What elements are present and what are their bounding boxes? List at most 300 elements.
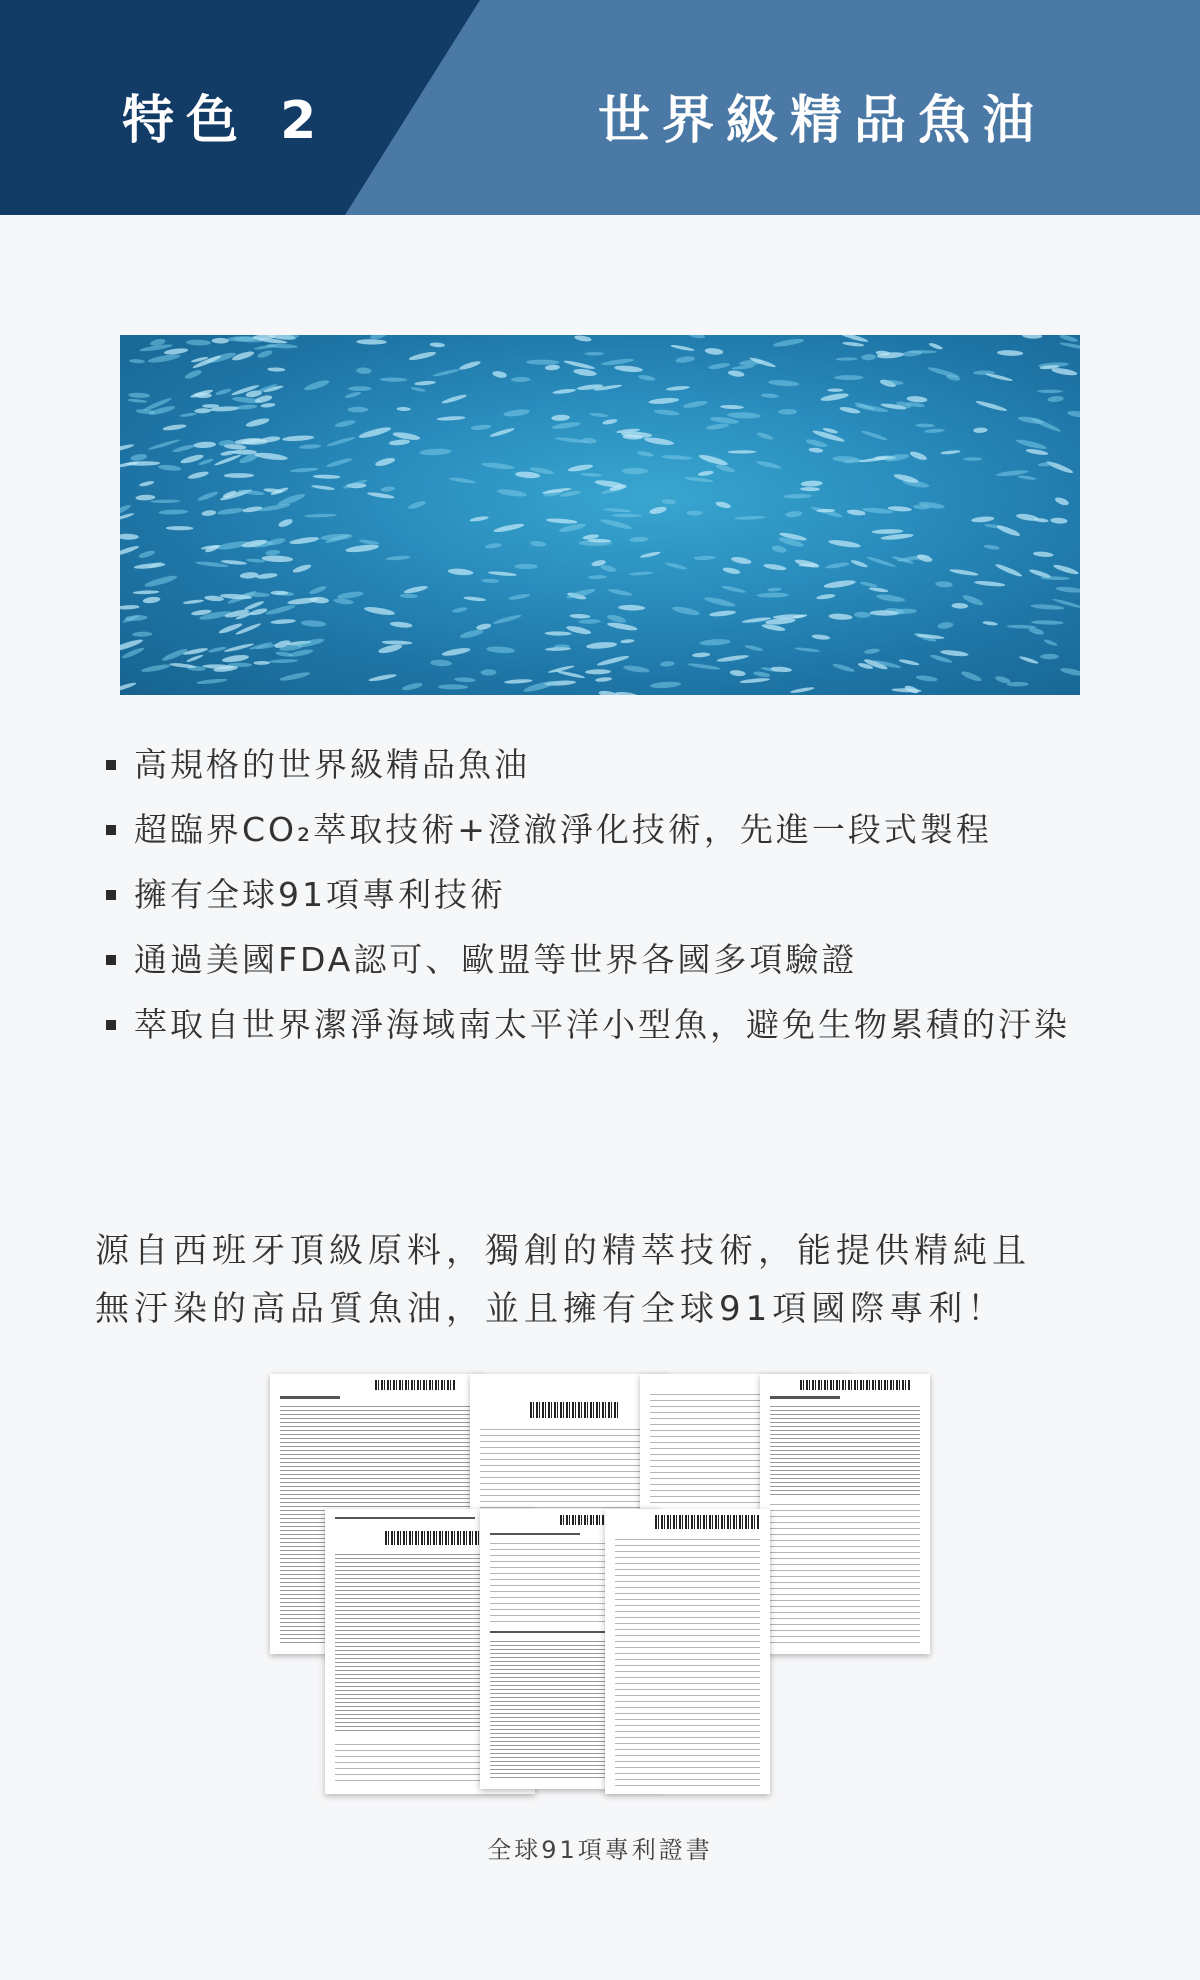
fish-shape [202, 404, 219, 408]
fish-shape [386, 555, 411, 561]
fish-shape [699, 638, 731, 646]
fish-shape [158, 509, 188, 515]
fish-shape [825, 561, 850, 569]
fish-shape [551, 414, 570, 421]
fish-shape [158, 464, 182, 472]
fish-shape [708, 362, 730, 370]
fish-shape [249, 607, 268, 616]
fish-shape [638, 374, 656, 382]
fish-shape [257, 349, 274, 359]
patent-certificates-collage [270, 1374, 930, 1794]
fish-shape [270, 619, 296, 625]
fish-shape [214, 454, 242, 467]
fish-shape [1047, 395, 1064, 402]
fish-shape [254, 451, 288, 461]
fish-shape [675, 355, 695, 364]
fish-shape [545, 631, 572, 636]
fish-shape [438, 684, 468, 689]
fish-shape [730, 669, 746, 677]
fish-shape [842, 341, 864, 347]
fish-shape [374, 456, 395, 467]
fish-shape [694, 555, 716, 560]
fish-shape [623, 664, 650, 673]
fish-shape [854, 612, 871, 618]
fish-shape [785, 510, 802, 518]
fish-shape [861, 430, 888, 442]
fish-shape [223, 642, 254, 653]
fish-shape [367, 491, 395, 499]
fish-shape [194, 408, 211, 413]
fish-shape [430, 659, 452, 667]
fish-shape [382, 640, 413, 645]
fish-shape [493, 522, 525, 533]
fish-shape [1030, 604, 1064, 611]
bullet-icon [106, 825, 116, 835]
fish-shape [334, 419, 356, 429]
fish-shape [761, 393, 779, 399]
fish-shape [698, 453, 728, 467]
fish-shape [1067, 410, 1080, 419]
fish-shape [459, 628, 484, 640]
fish-shape [709, 610, 736, 618]
bullet-icon [106, 955, 116, 965]
fish-shape [861, 354, 876, 361]
fish-shape [208, 646, 227, 654]
fish-shape [1033, 551, 1054, 558]
fish-shape [180, 412, 197, 418]
fish-shape [245, 417, 270, 429]
fish-shape [734, 515, 766, 520]
bullet-icon [106, 1020, 116, 1030]
feature-list [104, 745, 1070, 1070]
fish-shape [380, 377, 407, 382]
fish-shape [132, 631, 152, 637]
fish-shape [172, 443, 197, 453]
fish-shape [492, 613, 522, 625]
patent-document [760, 1374, 930, 1654]
fish-shape [126, 461, 160, 466]
fish-shape [839, 335, 869, 343]
fish-shape [596, 654, 629, 667]
fish-shape [828, 539, 861, 549]
fish-shape [320, 533, 352, 541]
fish-shape [650, 681, 682, 689]
fish-shape [224, 473, 255, 478]
fish-shape [308, 585, 327, 596]
fish-shape [476, 623, 492, 631]
fish-shape [432, 368, 460, 378]
fish-shape [687, 662, 720, 670]
fish-shape [1019, 655, 1039, 665]
fish-shape [778, 409, 797, 415]
fish-shape [1025, 448, 1048, 456]
fish-shape [266, 343, 298, 348]
fish-shape [481, 579, 499, 584]
fish-shape [716, 654, 749, 663]
fish-shape [292, 563, 312, 574]
fish-shape [150, 499, 180, 503]
feature-item [104, 940, 1070, 1005]
fish-shape [720, 405, 744, 410]
fish-shape [463, 596, 486, 602]
fish-shape [120, 533, 139, 540]
feature-text: 擁有全球91項專利技術 [134, 875, 506, 914]
fish-shape [563, 359, 595, 370]
fish-shape [940, 450, 960, 455]
fish-shape [621, 468, 648, 474]
fish-shape [120, 605, 140, 610]
fish-shape [756, 460, 782, 470]
fish-shape [704, 347, 723, 355]
section-header [0, 0, 1200, 215]
fish-shape [492, 370, 507, 379]
fish-shape [184, 368, 203, 380]
fish-shape [197, 490, 219, 502]
fish-shape [595, 677, 612, 683]
fish-shape [951, 603, 968, 609]
fish-shape [872, 529, 904, 534]
intro-line: 無汙染的高品質魚油，並且擁有全球91項國際專利！ [95, 1289, 1007, 1329]
fish-shape [753, 671, 771, 678]
fish-shape [615, 691, 638, 695]
fish-shape [408, 350, 436, 361]
fish-shape [783, 494, 812, 499]
fish-shape [800, 487, 820, 491]
fish-shape [313, 474, 341, 479]
fish-shape [546, 518, 578, 525]
fish-shape [120, 443, 135, 454]
fish-shape [515, 471, 541, 479]
fish-shape [120, 512, 135, 521]
fish-shape [356, 367, 372, 374]
fish-shape [790, 686, 815, 694]
fish-shape [1050, 517, 1067, 524]
fish-shape [640, 551, 661, 559]
fish-shape [130, 453, 148, 462]
fish-shape [138, 549, 156, 559]
fish-shape [489, 427, 515, 438]
feature-item [104, 875, 1070, 940]
fish-shape [864, 648, 880, 655]
fish-shape [706, 423, 729, 431]
fish-shape [832, 662, 855, 673]
fish-shape [1054, 496, 1070, 507]
fish-shape [570, 614, 591, 619]
fish-shape [486, 646, 515, 654]
fish-shape [949, 568, 979, 577]
fish-shape [253, 661, 270, 665]
fish-shape [1030, 416, 1062, 433]
fish-shape [1015, 438, 1047, 451]
fish-shape [698, 470, 714, 477]
fish-shape [649, 505, 668, 515]
fish-shape [1022, 335, 1043, 339]
fish-shape [963, 457, 982, 460]
fish-shape [704, 596, 736, 609]
feature-text: 萃取自世界潔淨海域南太平洋小型魚，避免生物累積的汙染 [134, 1005, 1070, 1044]
fish-shape [231, 350, 255, 362]
fish-shape [975, 399, 1008, 412]
fish-shape [260, 402, 275, 408]
fish-shape [514, 564, 538, 569]
fish-shape [820, 392, 849, 402]
fish-shape [924, 428, 945, 433]
fish-shape [299, 444, 321, 450]
fish-shape [607, 621, 638, 632]
fish-shape [612, 514, 642, 518]
fish-shape [139, 480, 155, 487]
fish-shape [763, 563, 787, 571]
fish-shape [805, 438, 828, 449]
fish-shape [368, 673, 397, 682]
bullet-icon [106, 890, 116, 900]
fish-shape [169, 662, 196, 669]
fish-shape [731, 556, 752, 566]
fish-shape [916, 553, 933, 563]
fish-shape [558, 522, 586, 534]
fish-shape [166, 526, 194, 530]
fish-shape [497, 488, 528, 498]
fish-shape [212, 338, 229, 344]
fish-shape [567, 463, 593, 473]
fish-shape [581, 472, 602, 477]
fish-shape [378, 643, 403, 655]
fish-shape [771, 544, 787, 553]
fish-shape [915, 424, 934, 428]
fish-shape [488, 571, 517, 577]
fish-shape [337, 590, 364, 600]
fish-shape [727, 412, 761, 419]
fish-shape [400, 593, 418, 598]
fish-shape [578, 619, 601, 624]
fish-shape [134, 562, 166, 570]
fish-shape [401, 682, 423, 692]
fish-shape [530, 540, 546, 547]
fish-shape [196, 678, 228, 685]
fish-shape [866, 555, 896, 568]
intro-line: 源自西班牙頂級原料，獨創的精萃技術，能提供精純且 [95, 1231, 1031, 1271]
fish-shape [584, 352, 604, 356]
fish-shape [390, 621, 413, 628]
fish-shape [551, 421, 581, 430]
fish-shape [1059, 335, 1079, 343]
fish-shape [974, 580, 1006, 587]
bullet-icon [106, 760, 116, 770]
fish-shape [600, 564, 617, 573]
fish-shape [832, 456, 859, 463]
fish-shape [880, 533, 914, 541]
fish-shape [620, 639, 634, 644]
fish-shape [684, 476, 713, 483]
fish-shape [801, 480, 823, 487]
fish-shape [397, 407, 411, 411]
fish-shape [437, 416, 466, 422]
fish-shape [279, 671, 311, 683]
fish-shape [290, 467, 319, 473]
fish-shape [994, 562, 1023, 578]
fish-shape [665, 561, 688, 570]
fish-shape [744, 644, 763, 652]
fish-shape [692, 652, 710, 658]
fish-shape [1007, 682, 1029, 687]
fish-shape [133, 590, 160, 595]
fish-shape [448, 568, 474, 576]
fish-shape [1037, 390, 1062, 393]
fish-shape [222, 654, 250, 664]
fish-shape [884, 453, 910, 463]
fish-shape [481, 461, 514, 470]
fish-shape [973, 427, 988, 433]
fish-shape [1059, 341, 1080, 350]
fish-shape [906, 395, 927, 402]
fish-shape [850, 559, 868, 569]
fish-shape [269, 659, 299, 664]
fish-shape [526, 359, 559, 364]
fish-shape [721, 585, 746, 594]
fish-shape [201, 510, 216, 517]
fish-shape [356, 339, 387, 345]
fish-shape [128, 392, 150, 398]
fish-shape [469, 515, 489, 522]
fish-shape [304, 513, 337, 517]
fish-shape [348, 386, 372, 391]
fish-shape [1031, 620, 1064, 625]
fish-shape [1046, 460, 1074, 475]
fish-shape [147, 353, 181, 364]
fish-shape [860, 581, 878, 588]
fish-shape [937, 621, 953, 629]
fish-shape [419, 448, 452, 456]
fish-shape [997, 350, 1024, 357]
fish-shape [557, 670, 586, 679]
fish-shape [686, 511, 702, 516]
fish-shape [644, 436, 675, 446]
fish-shape [301, 620, 327, 628]
fish-shape [589, 412, 608, 417]
fish-shape [311, 484, 335, 491]
fish-shape [265, 604, 296, 617]
fish-shape [654, 409, 680, 417]
fish-shape [430, 342, 445, 348]
fish-shape [1060, 667, 1080, 678]
fish-shape [333, 598, 354, 606]
fish-shape [666, 385, 690, 391]
fish-shape [581, 437, 597, 444]
fish-shape [985, 372, 1013, 382]
fish-shape [1018, 475, 1037, 481]
fish-shape [756, 431, 774, 441]
fish-shape [454, 677, 476, 683]
fish-shape [217, 507, 245, 516]
fish-shape [449, 477, 476, 485]
fish-shape [504, 678, 533, 684]
fish-shape [120, 544, 140, 556]
fish-shape [909, 450, 928, 462]
fish-shape [661, 454, 692, 460]
fish-shape [588, 575, 607, 579]
fish-shape [258, 502, 291, 512]
fish-shape [358, 425, 392, 440]
fish-shape [470, 424, 491, 431]
fish-shape [876, 593, 906, 603]
fish-shape [767, 587, 781, 592]
fish-shape [289, 536, 319, 546]
fish-shape [600, 518, 633, 531]
fish-shape [960, 670, 982, 683]
fish-shape [574, 335, 592, 342]
fish-shape [606, 613, 627, 624]
fish-shape [727, 450, 756, 453]
fish-shape [728, 369, 745, 377]
fish-shape [458, 360, 481, 371]
fish-shape [812, 634, 831, 641]
fish-shape [271, 591, 289, 596]
fish-shape [940, 649, 969, 657]
fish-shape [828, 613, 852, 620]
fish-shape [267, 367, 285, 372]
fish-shape [1053, 563, 1080, 576]
fish-shape [756, 592, 788, 597]
fish-shape [984, 544, 1000, 550]
fish-shape [996, 524, 1021, 538]
fish-shape [687, 335, 705, 339]
fish-shape [186, 339, 211, 345]
fish-shape [481, 669, 497, 676]
fish-shape [722, 566, 741, 575]
fish-shape [660, 661, 675, 667]
fish-shape [256, 572, 278, 579]
fish-shape [407, 500, 426, 511]
feature-number-label: 特色 2 [122, 91, 329, 151]
certificates-caption: 全球91項專利證書 [487, 1836, 713, 1864]
fish-shape [827, 388, 843, 391]
fish-shape [187, 470, 209, 480]
fish-shape [348, 407, 368, 413]
fish-shape [164, 347, 189, 355]
fish-shape [1043, 639, 1057, 647]
fish-shape [602, 418, 618, 425]
fish-shape [683, 400, 709, 410]
fish-shape [898, 658, 919, 666]
fish-shape [836, 357, 858, 361]
fish-shape [278, 518, 294, 529]
feature-item [104, 1005, 1070, 1070]
fish-school-illustration [120, 335, 1080, 695]
fish-shape [326, 457, 353, 469]
fish-shape [739, 677, 770, 684]
feature-text: 超臨界CO₂萃取技術+澄澈淨化技術，先進一段式製程 [134, 810, 992, 849]
fish-shape [144, 574, 178, 589]
fish-shape [129, 359, 145, 364]
fish-shape [206, 351, 237, 365]
feature-text: 高規格的世界級精品魚油 [134, 745, 530, 784]
fish-shape [715, 500, 731, 509]
fish-shape [794, 647, 820, 653]
fish-shape [186, 654, 204, 663]
fish-shape [648, 397, 679, 405]
fish-shape [511, 377, 531, 382]
fish-shape [927, 366, 960, 380]
section-title: 世界級精品魚油 [598, 91, 1047, 151]
fish-shape [303, 378, 330, 392]
fish-shape [414, 380, 436, 386]
fish-shape [441, 393, 467, 404]
fish-shape [636, 450, 653, 457]
fish-shape [662, 499, 677, 505]
fish-shape [545, 364, 560, 370]
fish-shape [193, 441, 216, 448]
fish-shape [971, 516, 995, 523]
